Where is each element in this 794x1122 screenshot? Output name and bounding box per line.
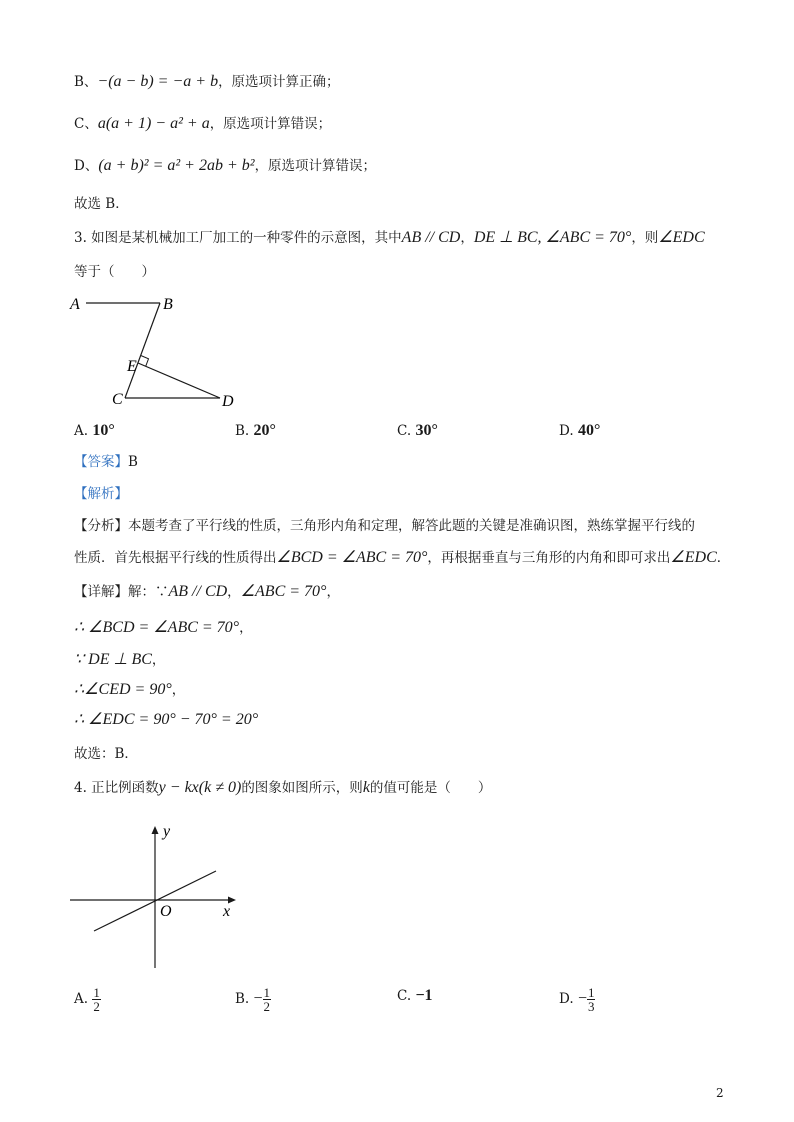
step-2	[74, 650, 165, 670]
label-b: B	[163, 296, 173, 313]
option-value: 40°	[577, 422, 601, 439]
label-e: E	[127, 358, 137, 375]
step-4	[74, 710, 258, 730]
option-letter: D.	[559, 991, 574, 1007]
fenxi-line2	[74, 548, 730, 568]
q4-option-c[interactable]	[397, 986, 433, 1006]
q4-stem-text: 的图象如图所示，则	[241, 780, 363, 796]
option-letter: B.	[235, 991, 250, 1007]
q4-option-b[interactable]	[235, 986, 271, 1013]
q3-math-parallel: AB // CD	[401, 229, 461, 246]
q4-option-a[interactable]	[74, 986, 101, 1013]
option-c-line	[74, 114, 331, 134]
q4-figure	[64, 820, 254, 972]
line-text: ，原选项计算错误；	[209, 116, 332, 132]
q3-option-d[interactable]	[559, 421, 600, 441]
fenxi-text: 性质．首先根据平行线的性质得出	[74, 550, 277, 566]
x-axis-label: x	[223, 903, 231, 920]
q3-stem-text: 3. 如图是某机械加工厂加工的一种零件的示意图，其中	[74, 230, 402, 246]
answer-line	[74, 452, 138, 472]
detail-text: 解：∵	[128, 584, 169, 600]
step-math: ∴ ∠EDC = 90° − 70° = 20°	[74, 711, 259, 728]
y-axis-label: y	[163, 823, 171, 840]
fenxi-tag: 【分析】	[74, 518, 128, 534]
label-c: C	[112, 391, 123, 408]
q4-stem-text: 的值可能是（ ）	[369, 780, 492, 796]
fraction-denominator: 2	[263, 999, 271, 1014]
option-letter: D.	[559, 423, 574, 439]
label-a: A	[70, 296, 80, 313]
q3-stem-line2: 等于（ ）	[74, 264, 155, 280]
detail-math: ∠ABC = 70°	[240, 583, 327, 600]
q3-stem-line1	[74, 228, 705, 248]
detail-line	[74, 582, 340, 602]
option-sign: −	[253, 990, 263, 1007]
line-label: D、	[74, 158, 99, 174]
answer-value: B	[128, 454, 138, 470]
option-fraction	[587, 986, 596, 1013]
q4-stem-line	[74, 778, 491, 798]
step-tail: ，	[171, 682, 186, 698]
line-text: ，原选项计算错误；	[254, 158, 377, 174]
choose-line: 故选 B．	[74, 196, 129, 212]
option-letter: C.	[397, 423, 412, 439]
option-b-line	[74, 72, 340, 92]
segment-bc	[125, 303, 160, 398]
fraction-numerator: 1	[93, 985, 100, 1000]
option-letter: A.	[74, 991, 89, 1007]
q3-stem-text: ，则	[631, 230, 659, 246]
option-fraction	[92, 986, 101, 1013]
line-label: B、	[74, 74, 98, 90]
answer-tag: 【答案】	[74, 454, 128, 470]
step-1	[74, 618, 253, 638]
q4-option-d[interactable]	[559, 986, 595, 1013]
fenxi-math: ∠BCD = ∠ABC = 70°	[276, 549, 428, 566]
q3-math-conditions: DE ⊥ BC, ∠ABC = 70°	[473, 229, 632, 246]
fenxi-math: ∠EDC	[670, 549, 717, 566]
line-label: C、	[74, 116, 98, 132]
q3-option-a[interactable]	[74, 421, 115, 441]
option-fraction	[263, 986, 272, 1013]
fenxi-text: ．	[716, 550, 731, 566]
option-sign: −	[577, 990, 587, 1007]
page-number: 2	[716, 1086, 724, 1100]
option-value: 30°	[415, 422, 438, 439]
option-value: 20°	[253, 422, 276, 439]
fraction-denominator: 3	[587, 999, 595, 1014]
step-3	[74, 680, 185, 700]
option-letter: C.	[397, 988, 412, 1004]
detail-tag: 【详解】	[74, 584, 128, 600]
detail-text: ，	[326, 584, 340, 600]
step-math: ∵ DE ⊥ BC	[74, 651, 152, 668]
y-axis-arrow	[152, 826, 159, 834]
formula: (a + b)² = a² + 2ab + b²	[98, 157, 255, 174]
fraction-denominator: 2	[93, 999, 100, 1014]
q4-math-function: y − kx(k ≠ 0)	[158, 779, 242, 796]
q3-option-c[interactable]	[397, 421, 438, 441]
option-value: −1	[415, 987, 433, 1004]
q4-stem-text: 4. 正比例函数	[74, 780, 159, 796]
option-letter: A.	[74, 423, 89, 439]
option-letter: B.	[235, 423, 250, 439]
fraction-numerator: 1	[587, 985, 595, 1000]
option-d-line	[74, 156, 376, 176]
origin-label: O	[160, 903, 172, 920]
q3-stem-text: ，	[460, 230, 474, 246]
fenxi-text: 本题考查了平行线的性质，三角形内角和定理，解答此题的关键是准确识图，熟练掌握平行线的	[128, 518, 695, 534]
fraction-numerator: 1	[263, 985, 271, 1000]
detail-math: AB // CD	[168, 583, 228, 600]
fenxi-text: ，再根据垂直与三角形的内角和即可求出	[427, 550, 671, 566]
step-math: ∴ ∠BCD = ∠ABC = 70°	[74, 619, 240, 636]
label-d: D	[222, 393, 234, 410]
q3-math-target: ∠EDC	[658, 229, 705, 246]
step-tail: ，	[151, 652, 166, 668]
line-text: ，原选项计算正确；	[218, 74, 340, 90]
segment-de	[138, 363, 220, 398]
detail-text: ，	[227, 584, 241, 600]
option-value: 10°	[92, 422, 115, 439]
q3-figure	[64, 290, 254, 410]
formula: −(a − b) = −a + b	[97, 73, 219, 90]
step-tail: ，	[239, 620, 253, 636]
step-math: ∴∠CED = 90°	[74, 681, 172, 698]
formula: a(a + 1) − a² + a	[97, 115, 210, 132]
fenxi-line1	[74, 516, 695, 536]
q4-math-k: k	[362, 779, 370, 796]
q3-choose-line: 故选：B．	[74, 746, 138, 762]
q3-option-b[interactable]	[235, 421, 276, 441]
analysis-line	[74, 484, 128, 504]
analysis-tag: 【解析】	[74, 486, 128, 502]
